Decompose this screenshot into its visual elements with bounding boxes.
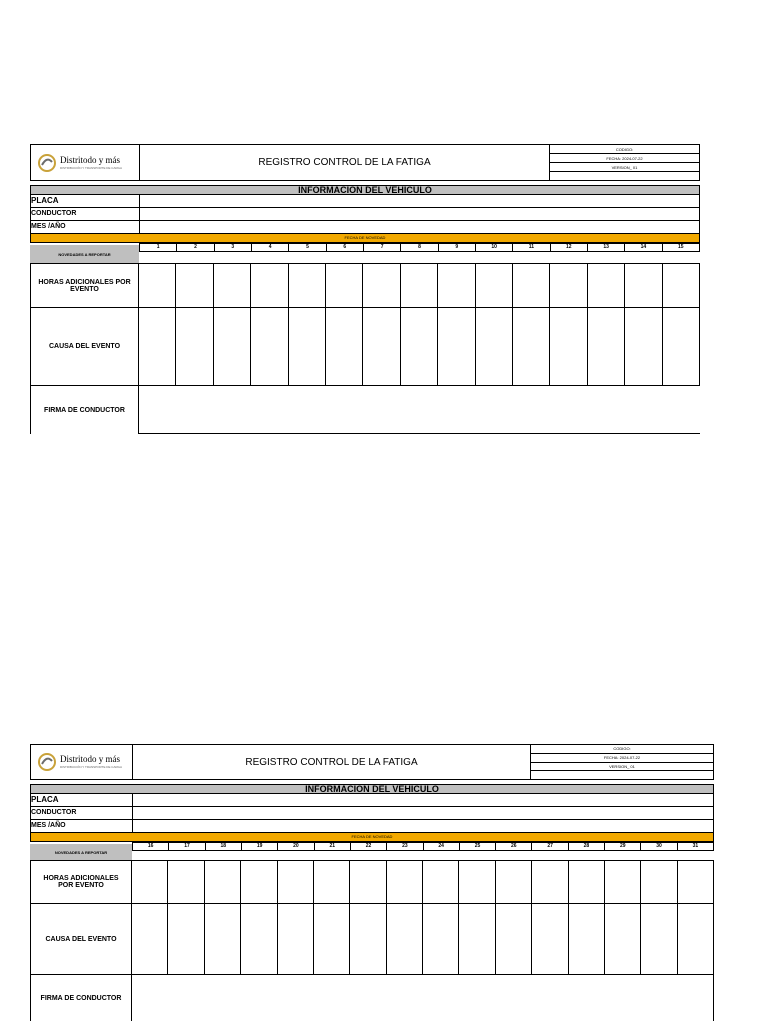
vehicle-info-title: INFORMACION DEL VEHICULO [30, 784, 714, 794]
grid-cell[interactable] [278, 861, 314, 904]
day-number: 22 [351, 842, 387, 851]
day-number: 9 [439, 243, 476, 252]
day-number: 11 [513, 243, 550, 252]
grid-cell[interactable] [569, 861, 605, 904]
mes-ano-row [30, 820, 714, 833]
day-number: 2 [177, 243, 214, 252]
grid-cell[interactable] [625, 264, 662, 308]
causa-cells [139, 308, 700, 386]
day-number: 19 [242, 842, 278, 851]
day-number: 7 [364, 243, 401, 252]
grid-cell[interactable] [476, 264, 513, 308]
causa-label: CAUSA DEL EVENTO [30, 308, 139, 386]
day-number: 20 [278, 842, 314, 851]
day-number: 30 [641, 842, 677, 851]
novedades-label: NOVEDADES A REPORTAR [30, 844, 132, 860]
grid-cell[interactable] [350, 904, 386, 975]
grid-cell[interactable] [663, 264, 700, 308]
day-number: 3 [215, 243, 252, 252]
grid-cell[interactable] [168, 904, 204, 975]
placa-label: PLACA [31, 794, 133, 806]
day-number: 21 [315, 842, 351, 851]
logo [31, 145, 140, 180]
grid-cell[interactable] [605, 904, 641, 975]
grid-cell[interactable] [387, 861, 423, 904]
grid-cell[interactable] [176, 308, 213, 386]
blank-code-row [550, 172, 699, 180]
grid-cell[interactable] [496, 861, 532, 904]
day-number-row [139, 243, 700, 263]
form-header [30, 144, 700, 181]
horas-label: HORAS ADICIONALES POR EVENTO [30, 264, 139, 308]
version-label: VERSION_ 01 [550, 163, 699, 172]
grid-cell[interactable] [438, 308, 475, 386]
grid-cell[interactable] [476, 308, 513, 386]
placa-label: PLACA [31, 195, 140, 207]
grid-cell[interactable] [176, 264, 213, 308]
grid-cell[interactable] [532, 861, 568, 904]
vehicle-info-title: INFORMACION DEL VEHICULO [30, 185, 700, 195]
horas-cells [132, 861, 714, 904]
day-number: 27 [532, 842, 568, 851]
conductor-label: CONDUCTOR [31, 807, 133, 819]
day-number: 25 [460, 842, 496, 851]
grid-cell[interactable] [289, 264, 326, 308]
grid-cell[interactable] [401, 264, 438, 308]
grid-cell[interactable] [550, 308, 587, 386]
day-number: 24 [424, 842, 460, 851]
day-number: 1 [139, 243, 177, 252]
grid-cell[interactable] [326, 264, 363, 308]
firma-label: FIRMA DE CONDUCTOR [30, 975, 132, 1021]
fecha-label: FECHA: 2024-07-22 [531, 754, 713, 763]
grid-cell[interactable] [438, 264, 475, 308]
mes-ano-label: MES /AÑO [31, 221, 140, 233]
fecha-novedad-bar: FECHA DE NOVEDAD [30, 833, 714, 842]
fecha-novedad-bar: FECHA DE NOVEDAD [30, 234, 700, 243]
conductor-field[interactable] [140, 208, 700, 220]
grid-cell[interactable] [214, 308, 251, 386]
grid-cell[interactable] [241, 904, 277, 975]
mes-ano-field[interactable] [133, 820, 714, 832]
placa-field[interactable] [133, 794, 714, 806]
company-logo-icon [37, 752, 57, 772]
conductor-row [30, 807, 714, 820]
grid-cell[interactable] [641, 904, 677, 975]
fatigue-form-2 [30, 744, 714, 1021]
grid-cell[interactable] [350, 861, 386, 904]
codigo-label: CODIGO: [550, 145, 699, 154]
day-number: 12 [551, 243, 588, 252]
grid-cell[interactable] [678, 861, 714, 904]
placa-row [30, 195, 700, 208]
day-number: 13 [588, 243, 625, 252]
day-number: 16 [132, 842, 169, 851]
grid-cell[interactable] [251, 264, 288, 308]
form-header [30, 744, 714, 780]
grid-cell[interactable] [278, 904, 314, 975]
day-number: 6 [327, 243, 364, 252]
firma-label: FIRMA DE CONDUCTOR [30, 386, 139, 434]
grid-cell[interactable] [387, 904, 423, 975]
placa-field[interactable] [140, 195, 700, 207]
grid-cell[interactable] [459, 904, 495, 975]
grid-cell[interactable] [532, 904, 568, 975]
company-logo-icon [37, 153, 57, 173]
grid-cell[interactable] [423, 861, 459, 904]
causa-cells [132, 904, 714, 975]
blank-code-row [531, 771, 713, 779]
mes-ano-label: MES /AÑO [31, 820, 133, 832]
day-number: 15 [663, 243, 700, 252]
day-number: 23 [387, 842, 423, 851]
grid-cell[interactable] [401, 308, 438, 386]
grid-cell[interactable] [314, 861, 350, 904]
horas-cells [139, 264, 700, 308]
grid-cell[interactable] [550, 264, 587, 308]
day-number: 4 [252, 243, 289, 252]
grid-cell[interactable] [678, 904, 714, 975]
grid-cell[interactable] [139, 264, 176, 308]
causa-label: CAUSA DEL EVENTO [30, 904, 132, 975]
conductor-field[interactable] [133, 807, 714, 819]
logo-name: Distritodo y más [60, 754, 120, 764]
grid-cell[interactable] [314, 904, 350, 975]
grid-cell[interactable] [423, 904, 459, 975]
logo [31, 745, 133, 779]
grid-cell[interactable] [139, 308, 176, 386]
grid-cell[interactable] [459, 861, 495, 904]
logo-tagline: DISTRIBUCIÓN Y TRANSPORTE DE CARGA [60, 165, 122, 170]
novedades-label: NOVEDADES A REPORTAR [30, 245, 139, 263]
codigo-label: CODIGO: [531, 745, 713, 754]
document-code-box [531, 745, 713, 779]
day-number: 31 [678, 842, 714, 851]
day-number: 10 [476, 243, 513, 252]
fecha-label: FECHA: 2024-07-22 [550, 154, 699, 163]
grid-cell[interactable] [205, 904, 241, 975]
grid-cell[interactable] [132, 861, 168, 904]
day-number: 5 [289, 243, 326, 252]
grid-cell[interactable] [641, 861, 677, 904]
grid-cell[interactable] [513, 308, 550, 386]
day-number: 28 [569, 842, 605, 851]
grid-cell[interactable] [363, 308, 400, 386]
grid-cell[interactable] [605, 861, 641, 904]
mes-ano-row [30, 221, 700, 234]
grid-cell[interactable] [289, 308, 326, 386]
placa-row [30, 794, 714, 807]
document-code-box [550, 145, 699, 180]
grid-cell[interactable] [588, 308, 625, 386]
grid-cell[interactable] [496, 904, 532, 975]
day-number: 18 [206, 842, 242, 851]
grid-cell[interactable] [132, 904, 168, 975]
logo-tagline: DISTRIBUCIÓN Y TRANSPORTE DE CARGA [60, 765, 122, 769]
grid-cell[interactable] [569, 904, 605, 975]
day-number-row [132, 842, 714, 860]
mes-ano-field[interactable] [140, 221, 700, 233]
day-number: 8 [401, 243, 438, 252]
day-number: 29 [605, 842, 641, 851]
grid-cell[interactable] [251, 308, 288, 386]
grid-cell[interactable] [588, 264, 625, 308]
conductor-label: CONDUCTOR [31, 208, 140, 220]
grid-cell[interactable] [363, 264, 400, 308]
firma-field[interactable] [139, 386, 700, 434]
grid-cell[interactable] [205, 861, 241, 904]
day-number: 14 [625, 243, 662, 252]
fatigue-form-1 [30, 144, 700, 434]
logo-name: Distritodo y más [60, 154, 120, 165]
conductor-row [30, 208, 700, 221]
grid-cell[interactable] [625, 308, 662, 386]
firma-field[interactable] [132, 975, 714, 1021]
grid-cell[interactable] [168, 861, 204, 904]
day-number: 17 [169, 842, 205, 851]
version-label: VERSION_ 01 [531, 763, 713, 772]
grid-cell[interactable] [241, 861, 277, 904]
day-number: 26 [496, 842, 532, 851]
grid-cell[interactable] [214, 264, 251, 308]
horas-label: HORAS ADICIONALES POR EVENTO [30, 861, 132, 904]
form-title: REGISTRO CONTROL DE LA FATIGA [133, 745, 531, 779]
grid-cell[interactable] [326, 308, 363, 386]
grid-cell[interactable] [663, 308, 700, 386]
form-title: REGISTRO CONTROL DE LA FATIGA [140, 145, 550, 180]
grid-cell[interactable] [513, 264, 550, 308]
